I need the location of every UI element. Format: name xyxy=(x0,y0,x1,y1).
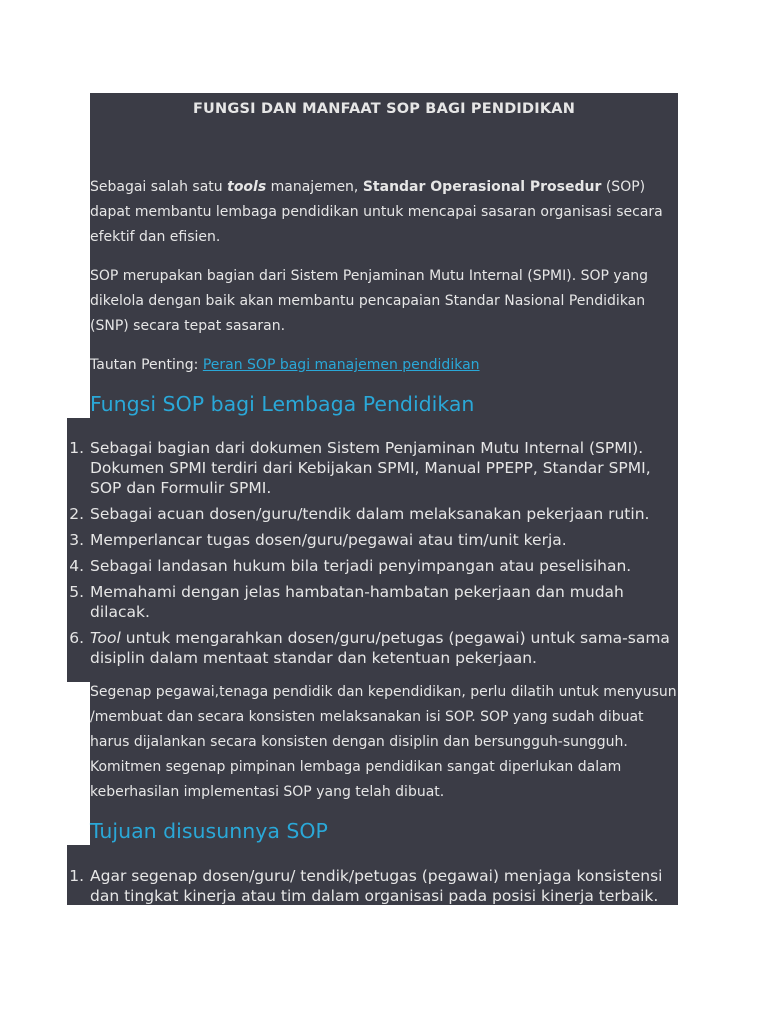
list-item-italic: Tool xyxy=(90,629,121,647)
section-heading-tujuan: Tujuan disusunnya SOP xyxy=(90,819,328,843)
training-paragraph: Segenap pegawai,tenaga pendidik dan kependidikan, perlu dilatih untuk menyusun /membuat dan secara konsisten melaksanakan isi SOP. SOP yang sudah dibuat harus dijalankan secara konsisten dengan disiplin dan bersungguh-sungguh. Komitmen segenap pimpinan lembaga pendidikan sangat diperlukan dalam keberhasilan implementasi SOP yang telah dibuat. xyxy=(90,684,677,800)
important-link-paragraph xyxy=(90,353,678,378)
important-link-label: Tautan Penting: xyxy=(90,357,203,373)
list-number: 6. xyxy=(69,629,84,647)
list-number: 1. xyxy=(69,867,84,885)
list-item xyxy=(62,530,682,550)
intro-paragraph xyxy=(90,175,678,250)
list-item-text: Sebagai landasan hukum bila terjadi penyimpangan atau peselisihan. xyxy=(90,557,632,575)
list-item xyxy=(62,628,682,668)
list-number: 2. xyxy=(69,505,84,523)
tujuan-list xyxy=(62,866,682,912)
list-item-text: Sebagai acuan dosen/guru/tendik dalam melaksanakan pekerjaan rutin. xyxy=(90,505,650,523)
intro-bold-term: Standar Operasional Prosedur xyxy=(362,179,602,195)
list-item-text: Sebagai bagian dari dokumen Sistem Penjaminan Mutu Internal (SPMI). Dokumen SPMI terdiri dari Kebijakan SPMI, Manual PPEPP, Standar SPMI, SOP dan Formulir SPMI. xyxy=(90,439,651,497)
list-item xyxy=(62,582,682,622)
list-item xyxy=(62,438,682,498)
spmi-paragraph: SOP merupakan bagian dari Sistem Penjaminan Mutu Internal (SPMI). SOP yang dikelola dengan baik akan membantu pencapaian Standar Nasional Pendidikan (SNP) secara tepat sasaran. xyxy=(90,268,649,334)
list-number: 5. xyxy=(69,583,84,601)
list-item-text: untuk mengarahkan dosen/guru/petugas (pegawai) untuk sama-sama disiplin dalam mentaat standar dan ketentuan pekerjaan. xyxy=(90,629,670,667)
peran-sop-link[interactable]: Peran SOP bagi manajemen pendidikan xyxy=(202,357,480,373)
intro-text-1: Sebagai salah satu xyxy=(90,179,228,195)
list-item-text: Agar segenap dosen/guru/ tendik/petugas (pegawai) menjaga konsistensi dan tingkat kinerja atau tim dalam organisasi pada posisi kinerja terbaik. xyxy=(90,867,663,905)
list-item xyxy=(62,556,682,576)
list-number: 4. xyxy=(69,557,84,575)
fungsi-list xyxy=(62,438,682,674)
list-item-text: Memahami dengan jelas hambatan-hambatan pekerjaan dan mudah dilacak. xyxy=(90,583,624,621)
intro-text-2: manajemen, xyxy=(266,179,363,195)
list-item xyxy=(62,504,682,524)
intro-italic-tools: tools xyxy=(227,179,267,195)
intro-text-3: (SOP) dapat membantu lembaga pendidikan untuk mencapai sasaran organisasi secara efektif dan efisien. xyxy=(90,179,663,245)
list-number: 1. xyxy=(69,439,84,457)
list-item xyxy=(62,866,682,906)
list-number: 3. xyxy=(69,531,84,549)
list-item-text: Memperlancar tugas dosen/guru/pegawai atau tim/unit kerja. xyxy=(90,531,567,549)
section-heading-fungsi: Fungsi SOP bagi Lembaga Pendidikan xyxy=(90,392,475,416)
page-title: FUNGSI DAN MANFAAT SOP BAGI PENDIDIKAN xyxy=(192,101,576,117)
